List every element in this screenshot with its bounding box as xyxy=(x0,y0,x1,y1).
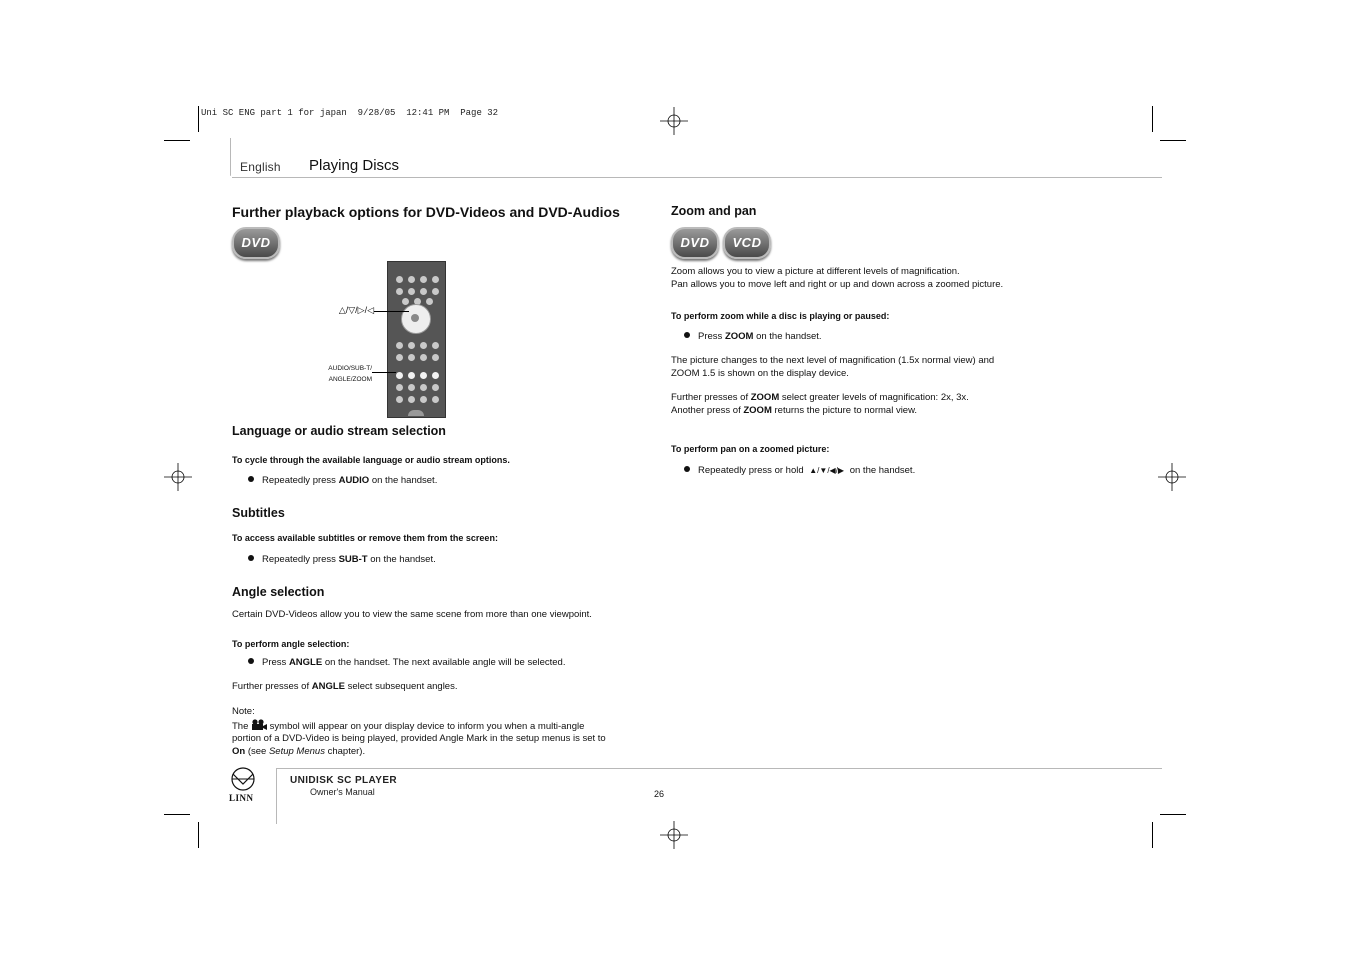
arrow-keys-callout: △/▽/▷/◁ xyxy=(338,305,374,315)
zoom-bullet: Press ZOOM on the handset. xyxy=(684,331,822,342)
crop-mark xyxy=(198,106,199,132)
angle-note xyxy=(232,706,662,758)
zoom-further-line: Further presses of ZOOM select greater levels of magnification: 2x, 3x. xyxy=(671,392,969,403)
pan-bullet: Repeatedly press or hold ▲/▼/◀/▶ on the handset. xyxy=(684,465,915,476)
zoom-pan-title: Zoom and pan xyxy=(671,204,757,218)
subtitles-instruction: To access available subtitles or remove them from the screen: xyxy=(232,533,498,543)
zoom-intro-line1: Zoom allows you to view a picture at different levels of magnification. xyxy=(671,266,960,277)
header-divider xyxy=(232,177,1162,178)
angle-intro: Certain DVD-Videos allow you to view the same scene from more than one viewpoint. xyxy=(232,609,592,620)
angle-camera-icon xyxy=(251,719,267,730)
crop-mark xyxy=(1160,814,1186,815)
arrow-keys-icon: ▲/▼/◀/▶ xyxy=(809,466,845,475)
language-heading: Language or audio stream selection xyxy=(232,424,446,438)
zoom-intro xyxy=(671,266,1003,291)
print-slug: Uni SC ENG part 1 for japan 9/28/05 12:41 PM Page 32 xyxy=(201,108,499,118)
callout-line1: AUDIO/SUB-T/ xyxy=(328,365,372,372)
registration-mark-icon xyxy=(164,463,192,491)
registration-mark-icon xyxy=(1158,463,1186,491)
dvd-badge: DVD xyxy=(232,227,280,259)
dvd-badge: DVD xyxy=(671,227,719,259)
footer-divider xyxy=(276,768,1162,769)
callout-line2: ANGLE/ZOOM xyxy=(328,376,372,383)
header-language: English xyxy=(240,160,281,174)
remote-control-illustration xyxy=(387,261,446,418)
zoom-another-line: Another press of ZOOM returns the picture to normal view. xyxy=(671,404,918,416)
callout-line xyxy=(372,372,396,373)
zoom-change xyxy=(671,355,994,380)
crop-mark xyxy=(1160,140,1186,141)
header-section-title: Playing Discs xyxy=(309,157,400,174)
crop-mark xyxy=(164,140,190,141)
note-line2: portion of a DVD-Video is being played, provided Angle Mark in the setup menus is set to xyxy=(232,733,606,744)
angle-instruction: To perform angle selection: xyxy=(232,639,350,649)
footer-rule xyxy=(276,768,277,824)
vcd-badge: VCD xyxy=(723,227,771,259)
page-number: 26 xyxy=(654,789,665,799)
registration-mark-icon xyxy=(660,821,688,849)
section-title: Further playback options for DVD-Videos and DVD-Audios xyxy=(232,204,620,220)
registration-mark-icon xyxy=(660,107,688,135)
crop-mark xyxy=(198,822,199,848)
audio-keys-callout xyxy=(300,363,372,385)
zoom-further xyxy=(671,392,969,417)
zoom-change-line2: ZOOM 1.5 is shown on the display device. xyxy=(671,367,849,379)
note-line3: On (see Setup Menus chapter). xyxy=(232,745,366,757)
pan-instruction: To perform pan on a zoomed picture: xyxy=(671,444,830,454)
angle-heading: Angle selection xyxy=(232,585,325,599)
footer-product: UNIDISK SC PLAYER xyxy=(290,775,398,786)
crop-mark xyxy=(164,814,190,815)
subtitles-bullet: Repeatedly press SUB-T on the handset. xyxy=(248,554,436,565)
note-line1: The symbol will appear on your display device to inform you when a multi-angle xyxy=(232,720,585,732)
zoom-change-line1: The picture changes to the next level of magnification (1.5x normal view) and xyxy=(671,355,995,366)
crop-mark xyxy=(1152,822,1153,848)
language-bullet: Repeatedly press AUDIO on the handset. xyxy=(248,475,437,486)
subtitles-heading: Subtitles xyxy=(232,506,285,520)
footer-manual: Owner's Manual xyxy=(310,787,375,797)
angle-further: Further presses of ANGLE select subsequent angles. xyxy=(232,681,458,692)
note-label: Note: xyxy=(232,706,255,717)
language-instruction: To cycle through the available language or audio stream options. xyxy=(232,455,510,465)
angle-bullet: Press ANGLE on the handset. The next available angle will be selected. xyxy=(248,657,565,668)
callout-line xyxy=(374,311,409,312)
crop-mark xyxy=(1152,106,1153,132)
zoom-instruction: To perform zoom while a disc is playing or paused: xyxy=(671,311,890,321)
zoom-intro-line2: Pan allows you to move left and right or up and down across a zoomed picture. xyxy=(671,278,1004,290)
header-rule xyxy=(230,138,231,176)
linn-logo-text: LINN xyxy=(229,793,254,803)
